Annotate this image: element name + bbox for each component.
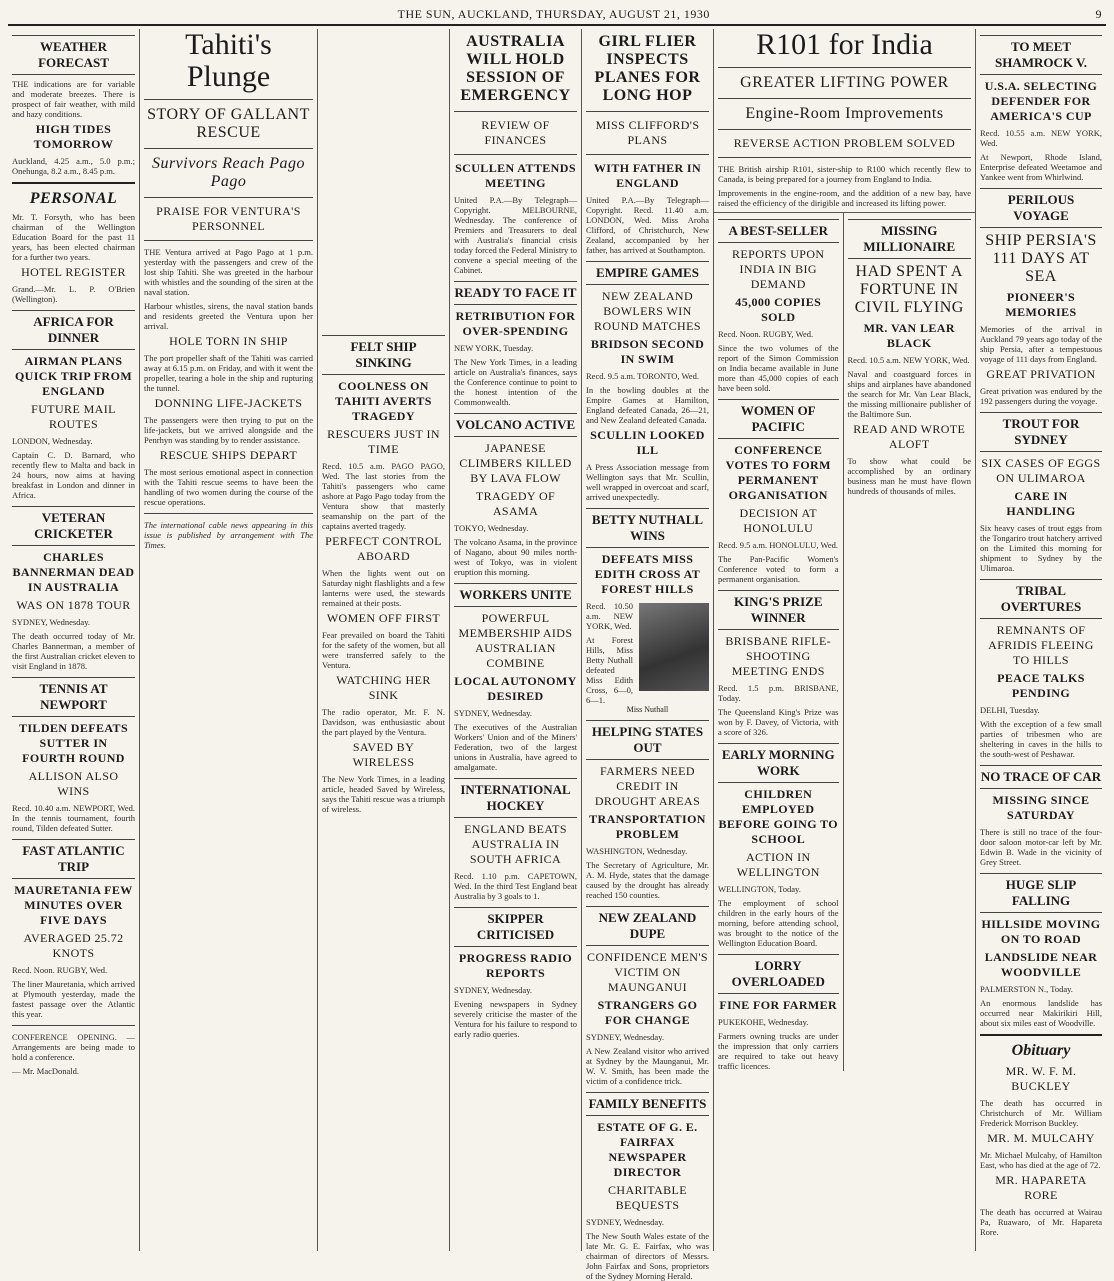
column-7 (844, 213, 976, 1071)
r101-lead: THE British airship R101, sister-ship to R100 which recently flew to Canada, is being prepared for a journey from England to India. (718, 164, 971, 184)
lorry-text: Farmers owning trucks are under the impression that only carriers are required to take out heavy traffic licences. (718, 1031, 839, 1071)
tahiti-text4: The most serious emotional aspect in connection with the Tahiti rescue seems to have been the handling of two women during the course of the rescue operations. (144, 467, 313, 507)
perilous-sub: PIONEER'S MEMORIES (1005, 290, 1077, 319)
slip-text: An enormous landslide has occurred near Makirikiri Hill, about six miles east of Woodville. (980, 998, 1102, 1028)
holes-title: HOLE TORN IN SHIP (169, 334, 288, 348)
perilous-text: Memories of the arrival in Auckland 79 years ago today of the ship Persia, after a tempestuous voyage of 111 days from England. (980, 324, 1102, 364)
tahiti-text2: The port propeller shaft of the Tahiti was carried away at 6.15 p.m. on Friday, and with it went the propeller, tearing a hole in the ship and rupturing the tunnel. (144, 353, 313, 393)
column-8 (976, 29, 1106, 1251)
tennis-head: TILDEN DEFEATS SUTTER IN FOURTH ROUND (18, 721, 129, 765)
hotel-text: Grand.—Mr. L. P. O'Brien (Wellington). (12, 284, 135, 304)
family-text: The New South Wales estate of the late Mr. G. E. Fairfax, who was chairman of directors of Messrs. John Fairfax and Sons, proprietors of the Sydney Morning Herald. (586, 1231, 709, 1281)
workers-text: The executives of the Australian Workers' Union and of the Miners' Federation, two of the largest unions in Australia, have agreed to amalgamate. (454, 722, 577, 772)
column-6 (714, 213, 844, 1071)
felt-title: FELT SHIP SINKING (322, 335, 445, 375)
atlantic-sub: AVERAGED 25.72 KNOTS (23, 931, 124, 960)
scullin-text: A Press Association message from Wellington says that Mr. Scullin, well wrapped in overcoat and scarf, arrived unexpectedly. (586, 462, 709, 502)
column-6-7 (714, 29, 976, 1251)
volcano-text: The volcano Asama, in the province of Nagano, about 90 miles north-west of Tokyo, was in violent eruption this morning. (454, 537, 577, 577)
weather-title: WEATHER FORECAST (12, 35, 135, 75)
women-off-text: Fear prevailed on board the Tahiti for the safety of the women, but all were transferred safely to the Ventura. (322, 630, 445, 670)
felt-sub: RESCUERS JUST IN TIME (327, 427, 440, 456)
obituary-title: Obituary (1011, 1042, 1071, 1059)
atlantic-head: MAURETANIA FEW MINUTES OVER FIVE DAYS (14, 883, 133, 927)
ready-dateline: NEW YORK, Tuesday. (454, 343, 534, 353)
workers-sub: LOCAL AUTONOMY DESIRED (454, 674, 577, 703)
atlantic-text: The liner Mauretania, which arrived at Plymouth yesterday, made the fastest passage over the Atlantic this year. (12, 979, 135, 1019)
personal-title: PERSONAL (29, 190, 118, 207)
best-head: REPORTS UPON INDIA IN BIG DEMAND (732, 247, 825, 291)
family-title: FAMILY BENEFITS (586, 1092, 709, 1116)
r101-banner (714, 29, 975, 208)
australia-sub2: SCULLEN ATTENDS MEETING (455, 161, 576, 190)
millionaire-text: Naval and coastguard forces in ships and airplanes have abandoned the search for Mr. Van Lear Black, the missing millionaire publisher of the Baltimore Sun. (847, 369, 971, 419)
tahiti-head3: PRAISE FOR VENTURA'S PERSONNEL (156, 204, 301, 233)
flier-sub1: MISS CLIFFORD'S PLANS (595, 118, 700, 147)
tahiti-text1: Harbour whistles, sirens, the naval station bands and residents greeted the Ventura upon her arrival. (144, 301, 313, 331)
obit1-name: MR. W. F. M. BUCKLEY (1005, 1064, 1077, 1093)
tribal-dateline: DELHI, Tuesday. (980, 705, 1040, 715)
workers-title: WORKERS UNITE (454, 583, 577, 607)
veteran-title: VETERAN CRICKETER (12, 506, 135, 546)
betty-text: At Forest Hills, Miss Betty Nuthall defeated Miss Edith Cross, 6—0, 6—1. (586, 635, 633, 705)
slip-dateline: PALMERSTON N., Today. (980, 984, 1073, 994)
donning-title: DONNING LIFE-JACKETS (154, 396, 303, 410)
perfect-title: PERFECT CONTROL ABOARD (325, 534, 442, 563)
hockey-title: INTERNATIONAL HOCKEY (454, 778, 577, 818)
privation-title: GREAT PRIVATION (986, 367, 1096, 381)
trace-title: NO TRACE OF CAR (980, 765, 1102, 789)
best-title: A BEST-SELLER (718, 219, 839, 243)
africa-dateline: LONDON, Wednesday. (12, 436, 93, 446)
perilous-head: SHIP PERSIA'S 111 DAYS AT SEA (985, 232, 1097, 285)
shamrock-title: TO MEET SHAMROCK V. (980, 35, 1102, 75)
personal-text: Mr. T. Forsyth, who has been chairman of the Wellington Education Board for the past 11 years, has been elected chairman for a further two years. (12, 212, 135, 262)
lorry-dateline: PUKEKOHE, Wednesday. (718, 1017, 809, 1027)
africa-text: Captain C. D. Barnard, who recently flew to Malta and back in 24 hours, now aims at having breakfast in London and dinner in Africa. (12, 450, 135, 500)
workers-head: POWERFUL MEMBERSHIP AIDS AUSTRALIAN COMBINE (458, 611, 573, 670)
tennis-sub: ALLISON ALSO WINS (28, 769, 119, 798)
r101-head1: GREATER LIFTING POWER (740, 74, 949, 91)
pacific-sub: DECISION AT HONOLULU (739, 506, 817, 535)
trout-text: Six heavy cases of trout eggs from the Tongariro trout hatchery arrived on the Limited this morning for shipment to Sydney by the Ulimaroa. (980, 523, 1102, 573)
volcano-head: JAPANESE CLIMBERS KILLED BY LAVA FLOW (459, 441, 572, 485)
tahiti-title: Tahiti's Plunge (185, 28, 272, 93)
early-title: EARLY MORNING WORK (718, 743, 839, 783)
ready-text: The New York Times, in a leading article on Australia's finances, says the Conference continue to point to the honest intention of the Commonwealth. (454, 357, 577, 407)
dupe-title: NEW ZEALAND DUPE (586, 906, 709, 946)
africa-sub: FUTURE MAIL ROUTES (31, 402, 116, 431)
betty-dateline: Recd. 10.50 a.m. NEW YORK, Wed. (586, 601, 633, 631)
best-dateline: Recd. Noon. RUGBY, Wed. (718, 329, 814, 339)
best-sub: 45,000 COPIES SOLD (735, 295, 822, 324)
early-sub: ACTION IN WELLINGTON (736, 850, 820, 879)
obit2-name: MR. M. MULCAHY (987, 1131, 1095, 1145)
best-text: Since the two volumes of the report of the Simon Commission on India became available in June more than 45,000 copies of each have been sold. (718, 343, 839, 393)
obit1-text: The death has occurred in Christchurch of Mr. William Frederick Morrison Buckley. (980, 1098, 1102, 1128)
slip-sub: LANDSLIDE NEAR WOODVILLE (984, 950, 1098, 979)
tribal-sub: PEACE TALKS PENDING (997, 671, 1085, 700)
hockey-head: ENGLAND BEATS AUSTRALIA IN SOUTH AFRICA (464, 822, 567, 866)
volcano-title: VOLCANO ACTIVE (454, 413, 577, 437)
scullin-title: SCULLIN LOOKED ILL (590, 428, 705, 457)
australia-sub1: REVIEW OF FINANCES (481, 118, 550, 147)
flier-title: GIRL FLIER INSPECTS PLANES FOR LONG HOP (594, 33, 701, 104)
lorry-title: LORRY OVERLOADED (718, 954, 839, 994)
betty-head: DEFEATS MISS EDITH CROSS AT FOREST HILLS (594, 552, 701, 596)
column-5 (582, 29, 714, 1281)
hockey-text: Recd. 1.10 p.m. CAPETOWN, Wed. In the third Test England beat Australia by 3 goals to 1. (454, 871, 577, 901)
masthead-title: THE SUN, AUCKLAND, THURSDAY, AUGUST 21, 1930 (397, 6, 710, 21)
flier-sub2: WITH FATHER IN ENGLAND (593, 161, 702, 190)
early-text: The employment of school children in the early hours of the morning, before attending school, was brought to the notice of the Wellington Education Board. (718, 898, 839, 948)
columns (8, 28, 1106, 1281)
australia-text: United P.A.—By Telegraph—Copyright. MELBOURNE, Wednesday. The conference of Premiers and Treasurers to deal with Australia's financial crisis today forced the Federal Ministry to convene a special meeting of the Cabinet. (454, 195, 577, 275)
kings-title: KING'S PRIZE WINNER (718, 590, 839, 630)
helping-text: The Secretary of Agriculture, Mr. A. M. Hyde, states that the damage caused by the drought has already reached 150 counties. (586, 860, 709, 900)
slip-head: HILLSIDE MOVING ON TO ROAD (981, 917, 1101, 946)
dupe-sub: STRANGERS GO FOR CHANGE (597, 998, 698, 1027)
column-4 (450, 29, 582, 1251)
kings-dateline: Recd. 1.5 p.m. BRISBANE, Today. (718, 683, 839, 703)
watch-text: The radio operator, Mr. F. N. Davidson, was enthusiastic about the part played by the Ventura. (322, 707, 445, 737)
atlantic-dateline: Recd. Noon. RUGBY, Wed. (12, 965, 108, 975)
africa-head: AIRMAN PLANS QUICK TRIP FROM ENGLAND (14, 354, 133, 398)
ready-title: READY TO FACE IT (454, 281, 577, 305)
saved-text: The New York Times, in a leading article, headed Saved by Wireless, says the Tahiti rescue was a triumph of wireless. (322, 774, 445, 814)
helping-title: HELPING STATES OUT (586, 720, 709, 760)
atlantic-title: FAST ATLANTIC TRIP (12, 839, 135, 879)
ready-head: RETRIBUTION FOR OVER-SPENDING (455, 309, 576, 338)
empire-sub: BRIDSON SECOND IN SWIM (590, 337, 705, 366)
helping-head: FARMERS NEED CREDIT IN DROUGHT AREAS (594, 764, 701, 808)
cable-note: The international cable news appearing in this issue is published by arrangement with The Times. (144, 520, 313, 550)
read-text: To show what could be accomplished by an ordinary business man he must have flown hundreds of thousands of miles. (847, 456, 971, 496)
obit3-name: MR. HAPARETA RORE (995, 1173, 1087, 1202)
empire-dateline: Recd. 9.5 a.m. TORONTO, Wed. (586, 371, 699, 381)
betty-title: BETTY NUTHALL WINS (586, 508, 709, 548)
family-sub: CHARITABLE BEQUESTS (607, 1183, 688, 1212)
tahiti-lead: THE Ventura arrived at Pago Pago at 1 p.m. yesterday with the passengers and crew of the lost ship Tahiti. She was greeted in the harbour with whistles and the sounding of the siren at the naval station. (144, 247, 313, 297)
felt-text: Recd. 10.5 a.m. PAGO PAGO, Wed. The last stories from the Tahiti's passengers who came ashore at Pago Pago today from the Ventura show that masterly seamanship on the part of the captains averted tragedy. (322, 461, 445, 531)
trace-text: There is still no trace of the four-door saloon motor-car left by Mr. Edwin B. Wade in the vicinity of Grey Street. (980, 827, 1102, 867)
empire-head: NEW ZEALAND BOWLERS WIN ROUND MATCHES (594, 289, 701, 333)
felt-head: COOLNESS ON TAHITI AVERTS TRAGEDY (335, 379, 432, 423)
dupe-dateline: SYDNEY, Wednesday. (586, 1032, 665, 1042)
conference-sign: — Mr. MacDonald. (12, 1066, 80, 1076)
tennis-title: TENNIS AT NEWPORT (12, 677, 135, 717)
conference-text: CONFERENCE OPENING. — Arrangements are being made to hold a conference. (12, 1032, 135, 1062)
skipper-dateline: SYDNEY, Wednesday. (454, 985, 533, 995)
kings-text: The Queensland King's Prize was won by F. Davey, of Victoria, with a score of 326. (718, 707, 839, 737)
pacific-head: CONFERENCE VOTES TO FORM PERMANENT ORGANISATION (725, 443, 831, 502)
hotel-title: HOTEL REGISTER (21, 265, 126, 279)
veteran-head: CHARLES BANNERMAN DEAD IN AUSTRALIA (12, 550, 135, 594)
r101-text: Improvements in the engine-room, and the addition of a new bay, have raised the efficiency of the dirigible and increased its lifting power. (718, 188, 971, 208)
family-head: ESTATE OF G. E. FAIRFAX NEWSPAPER DIRECTOR (597, 1120, 698, 1179)
trout-head: SIX CASES OF EGGS ON ULIMAROA (981, 456, 1101, 485)
tides-title: HIGH TIDES TOMORROW (33, 122, 114, 151)
rescue-title: RESCUE SHIPS DEPART (159, 448, 298, 462)
privation-text: Great privation was endured by the 192 passengers during the voyage. (980, 386, 1102, 406)
empire-title: EMPIRE GAMES (586, 261, 709, 285)
tribal-head: REMNANTS OF AFRIDIS FLEEING TO HILLS (988, 623, 1094, 667)
tides-text: Auckland, 4.25 a.m., 5.0 p.m.; Onehunga, 8.2 a.m., 8.45 p.m. (12, 156, 135, 176)
early-dateline: WELLINGTON, Today. (718, 884, 801, 894)
kings-head: BRISBANE RIFLE-SHOOTING MEETING ENDS (725, 634, 832, 678)
helping-dateline: WASHINGTON, Wednesday. (586, 846, 688, 856)
skipper-text: Evening newspapers in Sydney severely criticise the master of the Ventura for his failure to respond to early radio queries. (454, 999, 577, 1039)
tahiti-head2: Survivors Reach Pago Pago (151, 155, 306, 190)
r101-head3: REVERSE ACTION PROBLEM SOLVED (733, 136, 956, 150)
weather-text: THE indications are for variable and moderate breezes. There is prospect of fair weather, with mild and hazy conditions. (12, 79, 135, 119)
perfect-text: When the lights went out on Saturday night flashlights and a few lanterns were used, the stewards remained at their posts. (322, 568, 445, 608)
dupe-text: A New Zealand visitor who arrived at Sydney by the Maunganui, Mr. W. V. Smith, has been made the victim of a confidence trick. (586, 1046, 709, 1086)
women-off-title: WOMEN OFF FIRST (326, 611, 441, 625)
photo-caption: Miss Nuthall (626, 705, 669, 714)
family-dateline: SYDNEY, Wednesday. (586, 1217, 665, 1227)
tribal-text: With the exception of a few small parties of tribesmen who are sheltering in caves in the hills to the south-west of Peshawar. (980, 719, 1102, 759)
helping-sub: TRANSPORTATION PROBLEM (589, 812, 706, 841)
saved-title: SAVED BY WIRELESS (352, 740, 415, 769)
shamrock-dateline: Recd. 10.55 a.m. NEW YORK, Wed. (980, 128, 1102, 148)
r101-head2: Engine-Room Improvements (745, 105, 944, 122)
column-3 (318, 29, 450, 1251)
millionaire-sub: MR. VAN LEAR BLACK (863, 321, 955, 350)
pacific-text: The Pan-Pacific Women's Conference voted to form a permanent organisation. (718, 554, 839, 584)
column-1 (8, 29, 140, 1251)
veteran-sub: WAS ON 1878 TOUR (16, 598, 131, 612)
dupe-head: CONFIDENCE MEN'S VICTIM ON MAUNGANUI (587, 950, 708, 994)
empire-text: In the bowling doubles at the Empire Games at Hamilton, England defeated Canada, 26—21, and New Zealand defeated Canada. (586, 385, 709, 425)
skipper-sub: PROGRESS RADIO REPORTS (458, 951, 573, 980)
trace-sub: MISSING SINCE SATURDAY (992, 793, 1090, 822)
shamrock-head: U.S.A. SELECTING DEFENDER FOR AMERICA'S CUP (984, 79, 1098, 123)
masthead (8, 4, 1106, 26)
tahiti-head1: STORY OF GALLANT RESCUE (147, 106, 310, 141)
obit3-text: The death has occurred at Wairau Pa, Ruawaro, of Mr. Hapareta Rore. (980, 1207, 1102, 1237)
workers-dateline: SYDNEY, Wednesday. (454, 708, 533, 718)
sub-columns (714, 212, 975, 1071)
r101-title: R101 for India (756, 28, 933, 61)
millionaire-head: HAD SPENT A FORTUNE IN CIVIL FLYING (854, 263, 964, 316)
nuthall-photo (639, 603, 709, 691)
column-2 (140, 29, 318, 1251)
trout-title: TROUT FOR SYDNEY (980, 412, 1102, 452)
tribal-title: TRIBAL OVERTURES (980, 579, 1102, 619)
tahiti-text3: The passengers were then trying to put on the life-jackets, but we arrived alongside and the Penrhyn was standing by to render assistance. (144, 415, 313, 445)
flier-text: United P.A.—By Telegraph—Copyright. Recd. 11.40 a.m. LONDON, Wed. Miss Aroha Clifford, of Christchurch, New Zealand, accompanied by her father, has arrived at Southampton. (586, 195, 709, 255)
volcano-dateline: TOKYO, Wednesday. (454, 523, 529, 533)
tennis-text: Recd. 10.40 a.m. NEWPORT, Wed. In the tennis tournament, fourth round, Tilden defeated Sutter. (12, 803, 135, 833)
pacific-dateline: Recd. 9.5 a.m. HONOLULU, Wed. (718, 540, 839, 550)
trout-sub: CARE IN HANDLING (1006, 489, 1076, 518)
skipper-title: SKIPPER CRITICISED (454, 907, 577, 947)
page-number: 9 (1095, 6, 1102, 21)
obit2-text: Mr. Michael Mulcahy, of Hamilton East, who has died at the age of 72. (980, 1150, 1102, 1170)
pacific-title: WOMEN OF PACIFIC (718, 399, 839, 439)
read-title: READ AND WROTE ALOFT (853, 422, 966, 451)
lorry-sub: FINE FOR FARMER (719, 998, 838, 1012)
early-head: CHILDREN EMPLOYED BEFORE GOING TO SCHOOL (718, 787, 839, 846)
veteran-text: The death occurred today of Mr. Charles Bannerman, a member of the first Australian cricket eleven to visit England in 1878. (12, 631, 135, 671)
slip-title: HUGE SLIP FALLING (980, 873, 1102, 913)
africa-title: AFRICA FOR DINNER (12, 310, 135, 350)
australia-title: AUSTRALIA WILL HOLD SESSION OF EMERGENCY (460, 33, 571, 104)
millionaire-title: MISSING MILLIONAIRE (848, 219, 972, 259)
shamrock-text: At Newport, Rhode Island, Enterprise defeated Weetamoe and Yankee went from Whirlwind. (980, 152, 1102, 182)
veteran-dateline: SYDNEY, Wednesday. (12, 617, 91, 627)
millionaire-dateline: Recd. 10.5 a.m. NEW YORK, Wed. (847, 355, 970, 365)
perilous-title: PERILOUS VOYAGE (980, 188, 1102, 228)
watch-title: WATCHING HER SINK (336, 673, 431, 702)
volcano-sub: TRAGEDY OF ASAMA (475, 489, 556, 518)
